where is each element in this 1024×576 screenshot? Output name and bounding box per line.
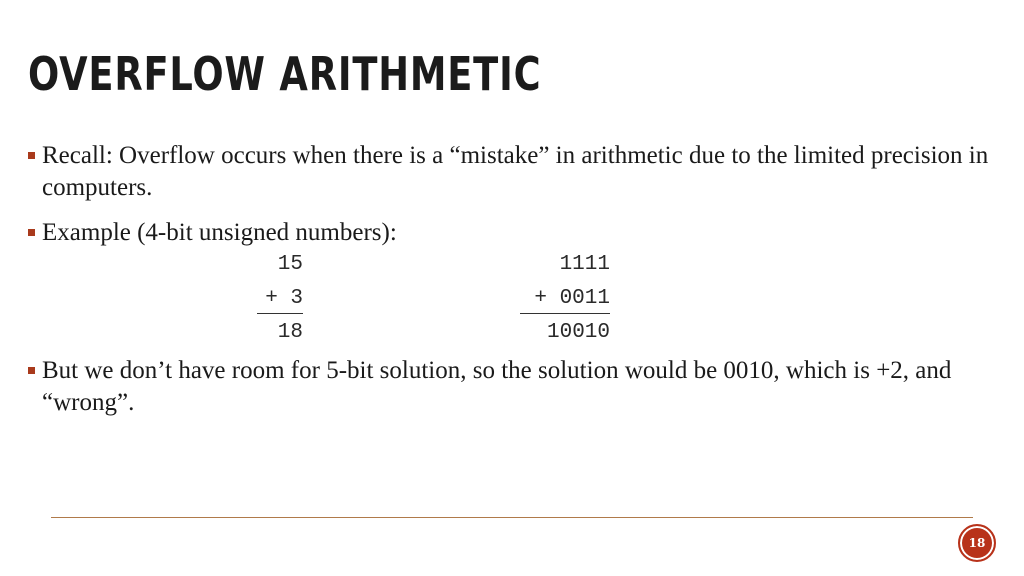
bullet-text: Recall: Overflow occurs when there is a “mistake” in arithmetic due to the limited precision in computers. (42, 142, 989, 201)
bullet-marker-icon (28, 367, 35, 374)
binary-operand-2: + 0011 (534, 287, 610, 310)
bullet-recall (28, 140, 1003, 204)
page-number-badge: 18 (958, 524, 996, 562)
bullet-conclusion (28, 355, 1003, 419)
bullet-example (28, 217, 1003, 249)
slide-title: OVERFLOW ARITHMETIC (28, 47, 542, 101)
bullet-text: Example (4-bit unsigned numbers): (42, 219, 397, 246)
bullet-marker-icon (28, 229, 35, 236)
binary-sum-rule (520, 313, 610, 314)
decimal-sum: 18 (277, 321, 303, 344)
bullet-marker-icon (28, 152, 35, 159)
bullet-text: But we don’t have room for 5-bit solution, so the solution would be 0010, which is +2, and “wrong”. (42, 357, 952, 416)
binary-operand-1: 1111 (559, 253, 610, 276)
footer-divider (51, 517, 973, 518)
decimal-operand-2: + 3 (265, 287, 303, 310)
decimal-operand-1: 15 (277, 253, 303, 276)
binary-sum: 10010 (546, 321, 610, 344)
decimal-sum-rule (257, 313, 303, 314)
